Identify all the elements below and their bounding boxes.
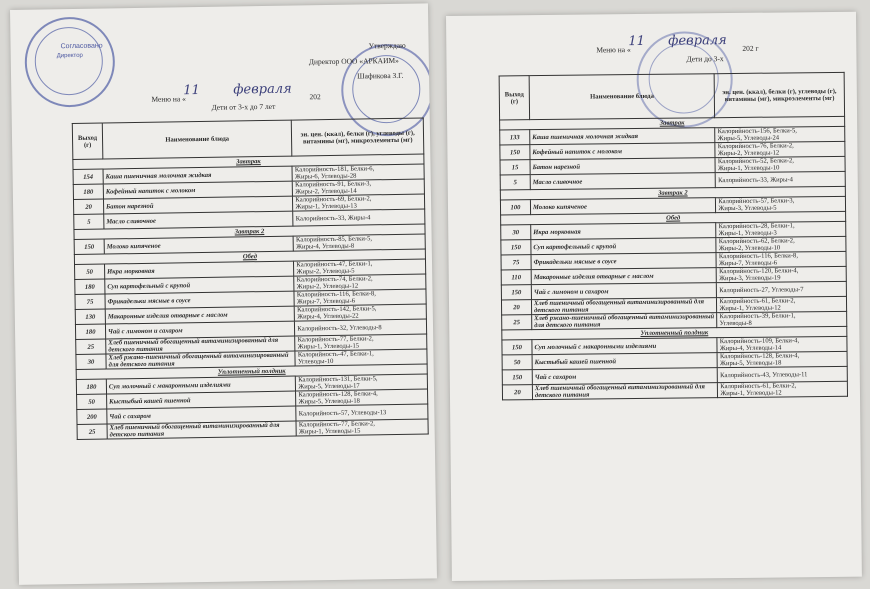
menu-date-prefix: Меню на « — [151, 94, 186, 104]
dish-name: Фрикадельки мясные в соусе — [531, 253, 717, 270]
portion-output: 150 — [502, 370, 532, 385]
portion-output: 133 — [500, 130, 530, 145]
portion-output: 20 — [502, 385, 532, 400]
nutrition-line-1: Калорийность-128, Белки-4, — [298, 390, 378, 399]
dish-name: Хлеб ржано-пшеничный обогащенный витаминизированный для детского питания — [532, 313, 718, 330]
nutrition-line-1: Калорийность-52, Белки-2, — [717, 157, 794, 166]
nutrition-cell — [717, 336, 847, 352]
nutrition-line-2: Жиры-7, Углеводы-6 — [718, 259, 778, 268]
portion-output: 150 — [500, 145, 530, 160]
col-header-output: Выход (г) — [72, 123, 103, 159]
section-title: Завтрак 2 — [74, 224, 425, 240]
portion-output: 75 — [75, 294, 105, 309]
nutrition-line-1: Калорийность-57, Углеводы-13 — [298, 408, 387, 418]
nutrition-cell — [718, 366, 848, 382]
dish-name: Молоко кипяченое — [530, 198, 716, 215]
nutrition-line-2: Жиры-4, Углеводы-14 — [719, 344, 782, 353]
nutrition-cell — [718, 381, 848, 397]
menu-month: февраля — [233, 81, 292, 98]
dish-name: Хлеб пшеничный обогащенный витаминизированный для детского питания — [531, 298, 717, 315]
nutrition-line-2: Жиры-5, Углеводы-18 — [298, 397, 360, 406]
nutrition-line-2: Жиры-4, Углеводы-8 — [296, 242, 355, 251]
nutrition-line-2: Жиры-1, Углеводы-15 — [298, 427, 361, 436]
portion-output: 50 — [77, 394, 107, 409]
stamp-approved-label: Согласовано — [60, 42, 103, 51]
menu-day-right: 11 — [628, 33, 645, 50]
dish-name: Хлеб пшеничный обогащенный витаминизированный для детского питания — [532, 383, 718, 400]
section-title: Обед — [501, 211, 846, 225]
nutrition-line-2: Жиры-2, Углеводы-10 — [718, 244, 781, 253]
nutrition-line-2: Жиры-1, Углеводы-12 — [720, 389, 782, 398]
portion-output: 15 — [500, 160, 530, 175]
nutrition-line-2: Жиры-4, Углеводы-22 — [297, 312, 359, 321]
nutrition-cell — [715, 156, 845, 172]
nutrition-line-2: Жиры-1, Углеводы-12 — [719, 304, 781, 313]
section-title: Уплотненный полдник — [76, 364, 427, 380]
dish-name: Хлеб пшеничный обогащенный витаминизированный для детского питания — [106, 336, 296, 354]
dish-name: Суп молочный с макаронными изделиями — [532, 338, 718, 355]
dish-name: Масло сливочное — [530, 173, 716, 190]
portion-output: 25 — [77, 424, 107, 439]
nutrition-line-1: Калорийность-62, Белки-2, — [718, 237, 795, 246]
dish-name: Суп картофельный с крупой — [531, 238, 717, 255]
portion-output: 20 — [501, 300, 531, 315]
col-header-dish: Наименование блюда — [529, 74, 715, 120]
menu-year: 202 — [309, 92, 321, 102]
signer-name: Шафикова З.Г. — [357, 70, 404, 81]
director-line: Директор ООО «АРКАИМ» — [308, 55, 399, 67]
nutrition-line-2: Жиры-1, Углеводы-13 — [295, 202, 357, 211]
dish-name: Макаронные изделия отварные с маслом — [105, 306, 295, 324]
menu-sheet-older — [10, 3, 437, 584]
nutrition-line-2: Жиры-3, Углеводы-19 — [719, 274, 781, 283]
section-title: Завтрак 2 — [500, 186, 845, 200]
nutrition-cell — [716, 221, 846, 237]
nutrition-line-1: Калорийность-39, Белки-1, — [719, 312, 796, 321]
menu-table-younger — [499, 72, 848, 401]
nutrition-line-1: Калорийность-27, Углеводы-7 — [719, 285, 804, 294]
dish-name: Батон нарезной — [103, 196, 293, 214]
nutrition-line-2: Жиры-7, Углеводы-6 — [296, 297, 356, 306]
age-group-right: Дети до 3-х — [686, 54, 724, 64]
nutrition-line-2: Углеводы-8 — [719, 319, 752, 328]
nutrition-line-2: Жиры-2, Углеводы-12 — [296, 282, 359, 291]
portion-output: 154 — [73, 169, 103, 184]
menu-table-older — [72, 118, 429, 440]
portion-output: 200 — [77, 409, 107, 424]
nutrition-line-1: Калорийность-76, Белки-2, — [717, 142, 794, 151]
dish-name: Чай с лимоном и сахаром — [531, 283, 717, 300]
nutrition-line-1: Калорийность-43, Углеводы-11 — [720, 370, 808, 379]
portion-output: 110 — [501, 270, 531, 285]
nutrition-line-1: Калорийность-47, Белки-1, — [296, 260, 373, 269]
nutrition-line-2: Жиры-3, Углеводы-5 — [718, 204, 777, 213]
nutrition-line-1: Калорийность-77, Белки-2, — [298, 420, 375, 429]
col-header-nutrition: эн. цен. (ккал), белки (г), углеводы (г), витамины (мг), микроэлементы (мг) — [292, 118, 424, 156]
nutrition-line-2: Жиры-5, Углеводы-24 — [717, 134, 780, 143]
nutrition-line-1: Калорийность-181, Белки-6, — [294, 165, 375, 174]
nutrition-line-2: Жиры-5, Углеводы-17 — [298, 382, 360, 391]
nutrition-cell — [716, 251, 846, 267]
nutrition-line-1: Калорийность-156, Белки-5, — [717, 127, 797, 136]
nutrition-cell — [716, 171, 846, 187]
nutrition-cell — [715, 141, 845, 157]
dish-name: Кыстыбый кашей пшенной — [107, 391, 297, 409]
approval-stamp — [24, 16, 115, 107]
nutrition-line-2: Жиры-2, Углеводы-12 — [717, 149, 780, 158]
nutrition-line-1: Калорийность-128, Белки-4, — [719, 352, 800, 361]
approve-label: Утверждаю — [368, 40, 406, 51]
menu-sheet-younger — [446, 12, 862, 581]
dish-name: Кофейный напиток с молоком — [530, 143, 716, 160]
nutrition-line-1: Калорийность-61, Белки-2, — [720, 382, 797, 391]
dish-name: Чай с сахаром — [107, 406, 297, 424]
portion-output: 30 — [76, 354, 106, 369]
nutrition-cell — [296, 419, 428, 436]
nutrition-line-2: Жиры-6, Углеводы-28 — [294, 172, 357, 181]
nutrition-cell — [717, 311, 847, 327]
portion-output: 180 — [73, 184, 103, 199]
col-header-output: Выход (г) — [499, 76, 529, 120]
nutrition-line-1: Калорийность-57, Белки-3, — [718, 197, 795, 206]
nutrition-line-1: Калорийность-33, Жиры-4 — [718, 175, 793, 184]
dish-name: Хлеб ржано-пшеничный обогащенный витаминизированный для детского питания — [106, 351, 296, 369]
dish-name: Фрикадельки мясные в соусе — [105, 291, 295, 309]
nutrition-line-1: Калорийность-109, Белки-4, — [719, 337, 800, 346]
dish-name: Икра морковная — [104, 261, 294, 279]
dish-name: Батон нарезной — [530, 158, 716, 175]
nutrition-line-1: Калорийность-85, Белки-5, — [295, 235, 373, 244]
nutrition-line-1: Калорийность-120, Белки-4, — [719, 267, 799, 276]
col-header-dish: Наименование блюда — [102, 120, 292, 159]
col-header-nutrition: эн. цен. (ккал), белки (г), углеводы (г), витамины (мг), микроэлементы (мг) — [714, 72, 844, 117]
portion-output: 50 — [75, 264, 105, 279]
nutrition-cell — [717, 351, 847, 367]
nutrition-line-1: Калорийность-116, Белки-8, — [718, 252, 798, 261]
nutrition-line-1: Калорийность-33, Жиры-4 — [295, 213, 371, 223]
nutrition-line-2: Жиры-1, Углеводы-15 — [297, 342, 360, 351]
portion-output: 25 — [76, 339, 106, 354]
age-group: Дети от 3-х до 7 лет — [211, 101, 276, 112]
portion-output: 5 — [500, 175, 530, 190]
portion-output: 180 — [75, 279, 105, 294]
portion-output: 130 — [75, 309, 105, 324]
portion-output: 150 — [501, 240, 531, 255]
nutrition-line-1: Калорийность-91, Белки-3, — [295, 180, 372, 189]
section-title: Обед — [74, 249, 425, 265]
dish-name: Масло сливочное — [104, 211, 294, 229]
nutrition-line-2: Жиры-2, Углеводы-5 — [296, 267, 355, 276]
section-title: Завтрак — [73, 154, 424, 170]
portion-output: 180 — [76, 379, 106, 394]
section-title: Завтрак — [500, 116, 845, 130]
portion-output: 20 — [73, 199, 103, 214]
dish-name: Каша пшеничная молочная жидкая — [530, 128, 716, 145]
nutrition-line-1: Калорийность-47, Белки-1, — [297, 350, 374, 359]
dish-name: Чай с лимоном и сахаром — [105, 321, 295, 339]
portion-output: 150 — [74, 239, 104, 254]
dish-name: Хлеб пшеничный обогащенный витаминизированный для детского питания — [107, 421, 297, 439]
dish-name: Каша пшеничная молочная жидкая — [103, 166, 293, 184]
nutrition-line-1: Калорийность-28, Белки-1, — [718, 222, 795, 231]
nutrition-line-2: Углеводы-10 — [297, 357, 334, 366]
nutrition-line-1: Калорийность-61, Белки-2, — [719, 297, 796, 306]
nutrition-cell — [716, 196, 846, 212]
nutrition-cell — [717, 266, 847, 282]
nutrition-line-2: Жиры-1, Углеводы-10 — [717, 164, 780, 173]
menu-month-right: февраля — [668, 33, 727, 49]
section-title: Уплотненный полдник — [502, 326, 847, 340]
portion-output: 150 — [502, 340, 532, 355]
dish-name: Суп картофельный с крупой — [105, 276, 295, 294]
menu-day: 11 — [183, 83, 200, 99]
nutrition-line-1: Калорийность-32, Углеводы-8 — [297, 323, 382, 333]
portion-output: 5 — [74, 214, 104, 229]
nutrition-line-1: Калорийность-142, Белки-5, — [297, 305, 377, 314]
dish-name: Молоко кипяченое — [104, 236, 294, 254]
nutrition-line-1: Калорийность-131, Белки-5, — [298, 375, 378, 384]
portion-output: 75 — [501, 255, 531, 270]
nutrition-line-1: Калорийность-74, Белки-2, — [296, 275, 373, 284]
dish-name: Икра морковная — [531, 223, 717, 240]
nutrition-line-2: Жиры-2, Углеводы-14 — [295, 187, 357, 196]
dish-name: Макаронные изделия отварные с маслом — [531, 268, 717, 285]
portion-output: 25 — [502, 315, 532, 330]
nutrition-cell — [717, 296, 847, 312]
dish-name: Суп молочный с макаронными изделиями — [106, 376, 296, 394]
nutrition-cell — [716, 236, 846, 252]
portion-output: 180 — [75, 324, 105, 339]
nutrition-cell — [717, 281, 847, 297]
nutrition-cell — [715, 126, 845, 142]
menu-year-right: 202 г — [742, 43, 759, 53]
portion-output: 30 — [501, 225, 531, 240]
portion-output: 150 — [501, 285, 531, 300]
nutrition-line-1: Калорийность-69, Белки-2, — [295, 195, 372, 204]
dish-name: Чай с сахаром — [532, 368, 718, 385]
portion-output: 100 — [500, 200, 530, 215]
nutrition-line-2: Жиры-5, Углеводы-18 — [719, 359, 782, 368]
stamp-director-label: Директор — [56, 52, 83, 60]
menu-date-prefix-right: Меню на « — [596, 45, 631, 55]
nutrition-line-1: Калорийность-116, Белки-8, — [296, 290, 376, 299]
nutrition-line-1: Калорийность-77, Белки-2, — [297, 335, 374, 344]
dish-name: Кыстыбый кашей пшенной — [532, 353, 718, 370]
nutrition-line-2: Жиры-1, Углеводы-3 — [718, 229, 777, 238]
dish-name: Кофейный напиток с молоком — [103, 181, 293, 199]
menu-row — [502, 381, 847, 400]
portion-output: 50 — [502, 355, 532, 370]
